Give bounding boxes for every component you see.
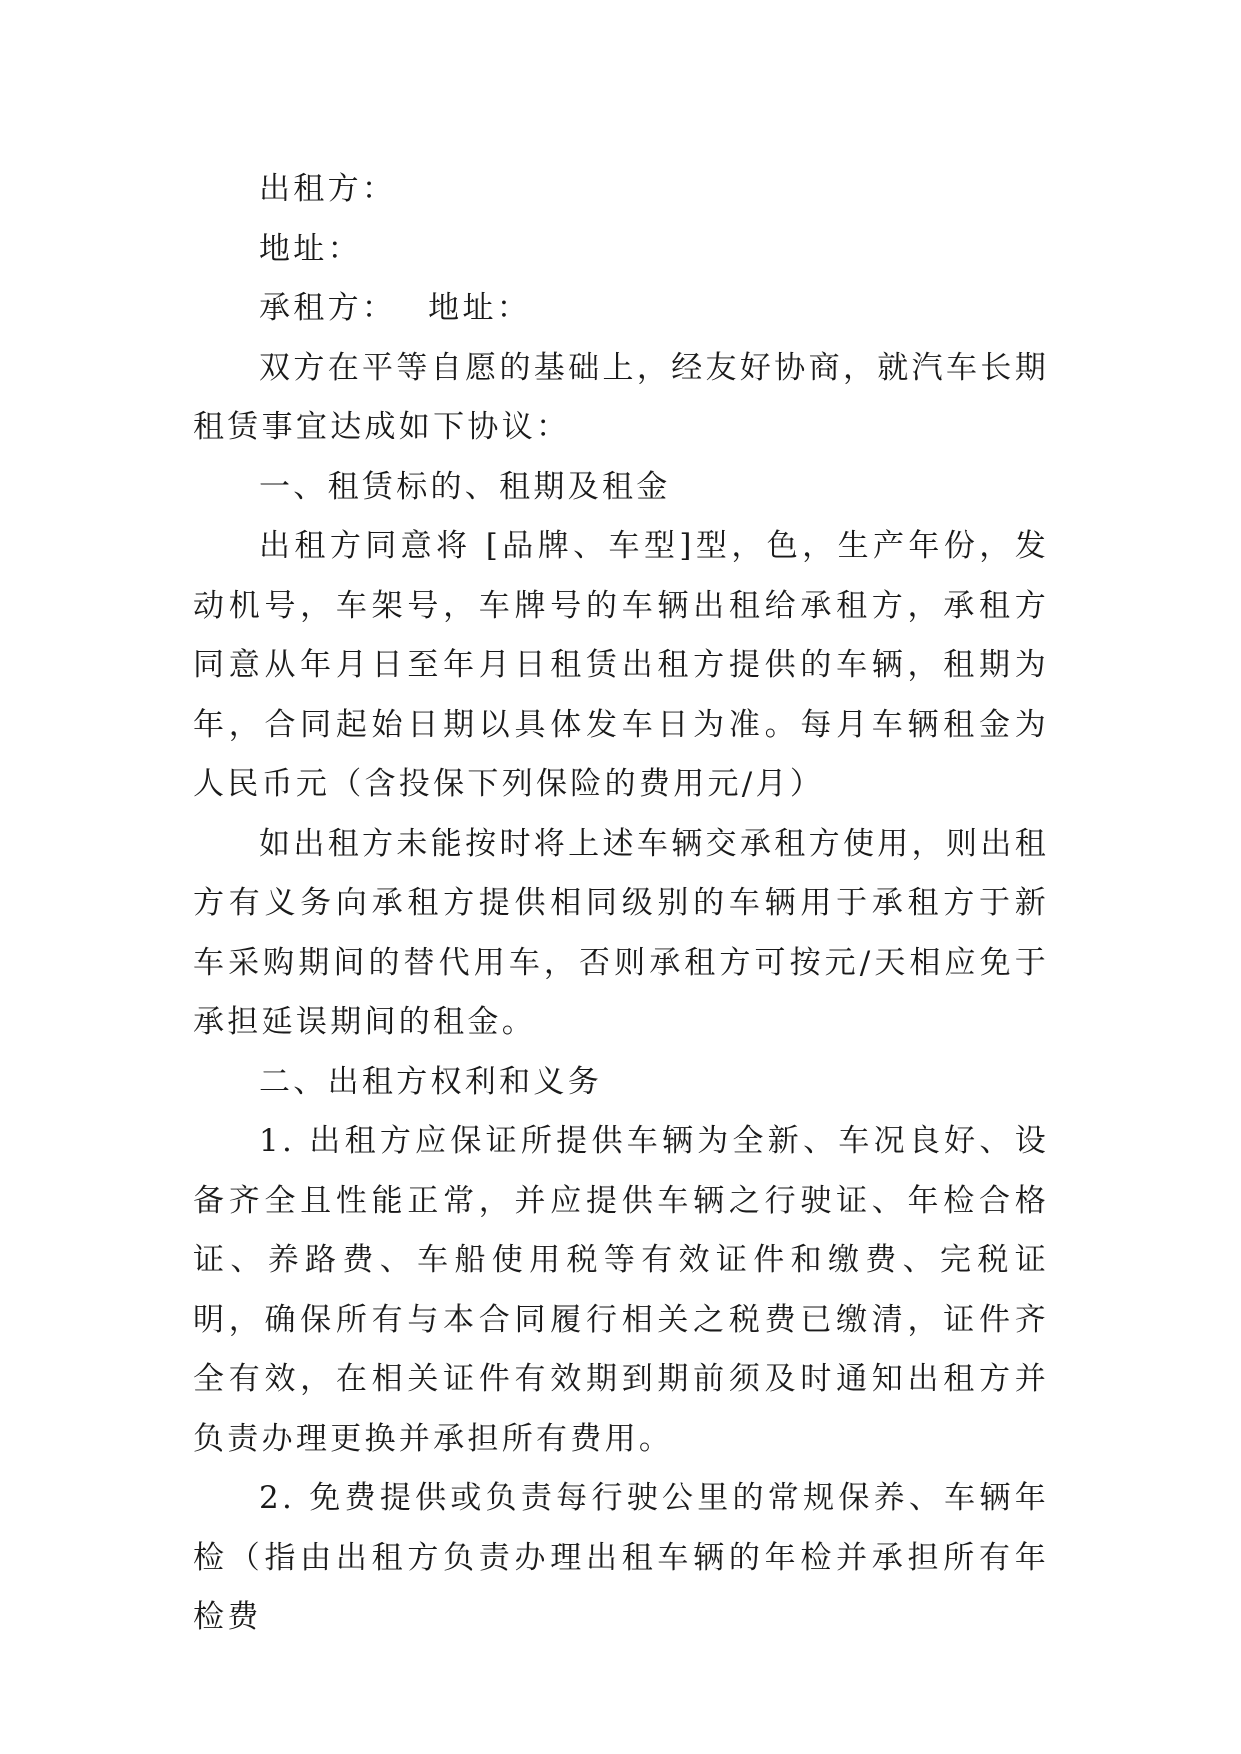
section-heading-1: 一、租赁标的、租期及租金 bbox=[259, 468, 671, 505]
section-1-paragraph-2: 如出租方未能按时将上述车辆交承租方使用，则出租方有义务向承租方提供相同级别的车辆用于承租方于新车采购期间的替代用车，否则承租方可按元/天相应免于承担延误期间的租金。 bbox=[193, 825, 1049, 1040]
section-heading-2: 二、出租方权利和义务 bbox=[259, 1063, 602, 1100]
lessor-address-line: 地址： bbox=[259, 230, 362, 267]
section-1-paragraph-1: 出租方同意将 [品牌、车型]型，色，生产年份，发动机号，车架号，车牌号的车辆出租给承租方，承租方同意从年月日至年月日租赁出租方提供的车辆，租期为年，合同起始日期以具体发车日为准。每月车辆租金为人民币元（含投保下列保险的费用元/月） bbox=[193, 528, 1049, 802]
lessor-line: 出租方： bbox=[259, 171, 397, 207]
agreement-preamble: 双方在平等自愿的基础上，经友好协商，就汽车长期租赁事宜达成如下协议： bbox=[193, 349, 1049, 445]
section-2-clause-1: 1. 出租方应保证所提供车辆为全新、车况良好、设备齐全且性能正常，并应提供车辆之行驶证、年检合格证、养路费、车船使用税等有效证件和缴费、完税证明，确保所有与本合同履行相关之税费已缴清，证件齐全有效，在相关证件有效期到期前须及时通知出租方并负责办理更换并承担所有费用。 bbox=[193, 1123, 1049, 1457]
section-2-clause-2: 2. 免费提供或负责每行驶公里的常规保养、车辆年检（指由出租方负责办理出租车辆的年检并承担所有年检费 bbox=[193, 1480, 1049, 1635]
document-body bbox=[193, 160, 1049, 1648]
lessee-line: 承租方： 地址： bbox=[259, 290, 532, 326]
